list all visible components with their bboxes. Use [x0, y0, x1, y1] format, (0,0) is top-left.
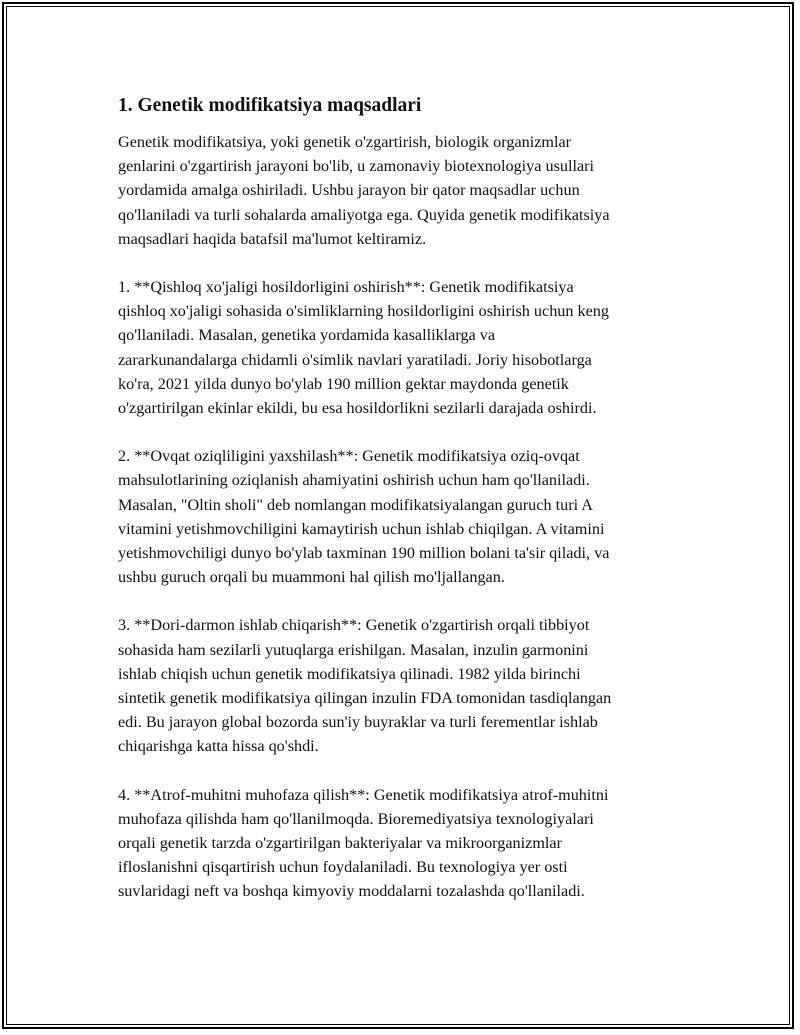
paragraph-line: qishloq xo'jaligi sohasida o'simliklarning hosildorligini oshirish uchun keng — [118, 302, 609, 321]
paragraph-line: yordamida amalga oshiriladi. Ushbu jarayon bir qator maqsadlar uchun — [118, 181, 580, 200]
paragraph-line: o'zgartirilgan ekinlar ekildi, bu esa hosildorlikni sezilarli darajada oshirdi. — [118, 399, 597, 418]
paragraph-line: genlarini o'zgartirish jarayoni bo'lib, u zamonaviy biotexnologiya usullari — [118, 157, 595, 176]
paragraph-line: suvlaridagi neft va boshqa kimyoviy moddalarni tozalashda qo'llaniladi. — [118, 882, 585, 901]
paragraph-line: ko'ra, 2021 yilda dunyo bo'ylab 190 million gektar maydonda genetik — [118, 374, 569, 393]
paragraph-line: edi. Bu jarayon global bozorda sun'iy buyraklar va turli ferementlar ishlab — [118, 713, 598, 732]
paragraph-line: ishlab chiqish uchun genetik modifikatsiya qilinadi. 1982 yilda birinchi — [118, 664, 581, 683]
intro-paragraph — [118, 130, 698, 251]
paragraph-line: Masalan, "Oltin sholi" deb nomlangan modifikatsiyalangan guruch turi A — [118, 495, 593, 514]
document-body — [118, 92, 698, 928]
environment-paragraph — [118, 783, 698, 904]
paragraph-line: ushbu guruch orqali bu muammoni hal qilish mo'ljallangan. — [118, 568, 505, 587]
paragraph-line: zararkunandalarga chidamli o'simlik navlari yaratiladi. Joriy hisobotlarga — [118, 350, 592, 369]
paragraph-line: sintetik genetik modifikatsiya qilingan inzulin FDA tomonidan tasdiqlangan — [118, 689, 612, 708]
paragraph-line: qo'llaniladi. Masalan, genetika yordamida kasalliklarga va — [118, 326, 496, 345]
section-heading: 1. Genetik modifikatsiya maqsadlari — [118, 95, 422, 116]
agriculture-paragraph — [118, 275, 698, 420]
paragraph-line: ifloslanishni qisqartirish uchun foydalaniladi. Bu texnologiya yer osti — [118, 858, 568, 877]
paragraph-line: qo'llaniladi va turli sohalarda amaliyotga ega. Quyida genetik modifikatsiya — [118, 205, 610, 224]
paragraph-line: sohasida ham sezilarli yutuqlarga erishilgan. Masalan, inzulin garmonini — [118, 640, 589, 659]
paragraph-line: 1. **Qishloq xo'jaligi hosildorligini oshirish**: Genetik modifikatsiya — [118, 278, 574, 297]
paragraph-line: vitamini yetishmovchiligini kamaytirish uchun ishlab chiqilgan. A vitamini — [118, 519, 605, 538]
paragraph-line: Genetik modifikatsiya, yoki genetik o'zgartirish, biologik organizmlar — [118, 133, 572, 151]
paragraph-line: mahsulotlarining oziqlanish ahamiyatini oshirish uchun ham qo'llaniladi. — [118, 471, 590, 490]
paragraph-line: 3. **Dori-darmon ishlab chiqarish**: Genetik o'zgartirish orqali tibbiyot — [118, 616, 590, 635]
medicine-paragraph — [118, 613, 698, 758]
paragraph-line: maqsadlari haqida batafsil ma'lumot keltiramiz. — [118, 229, 427, 248]
paragraph-line: 2. **Ovqat oziqliligini yaxshilash**: Genetik modifikatsiya oziq-ovqat — [118, 447, 580, 466]
paragraph-line: muhofaza qilishda ham qo'llanilmoqda. Bioremediyatsiya texnologiyalari — [118, 809, 594, 828]
paragraph-line: yetishmovchiligi dunyo bo'ylab taxminan 190 million bolani ta'sir qiladi, va — [118, 544, 610, 563]
nutrition-paragraph — [118, 444, 698, 589]
paragraph-line: chiqarishga katta hissa qo'shdi. — [118, 737, 319, 756]
paragraph-line: orqali genetik tarzda o'zgartirilgan bakteriyalar va mikroorganizmlar — [118, 834, 562, 853]
paragraph-line: 4. **Atrof-muhitni muhofaza qilish**: Genetik modifikatsiya atrof-muhitni — [118, 785, 609, 804]
